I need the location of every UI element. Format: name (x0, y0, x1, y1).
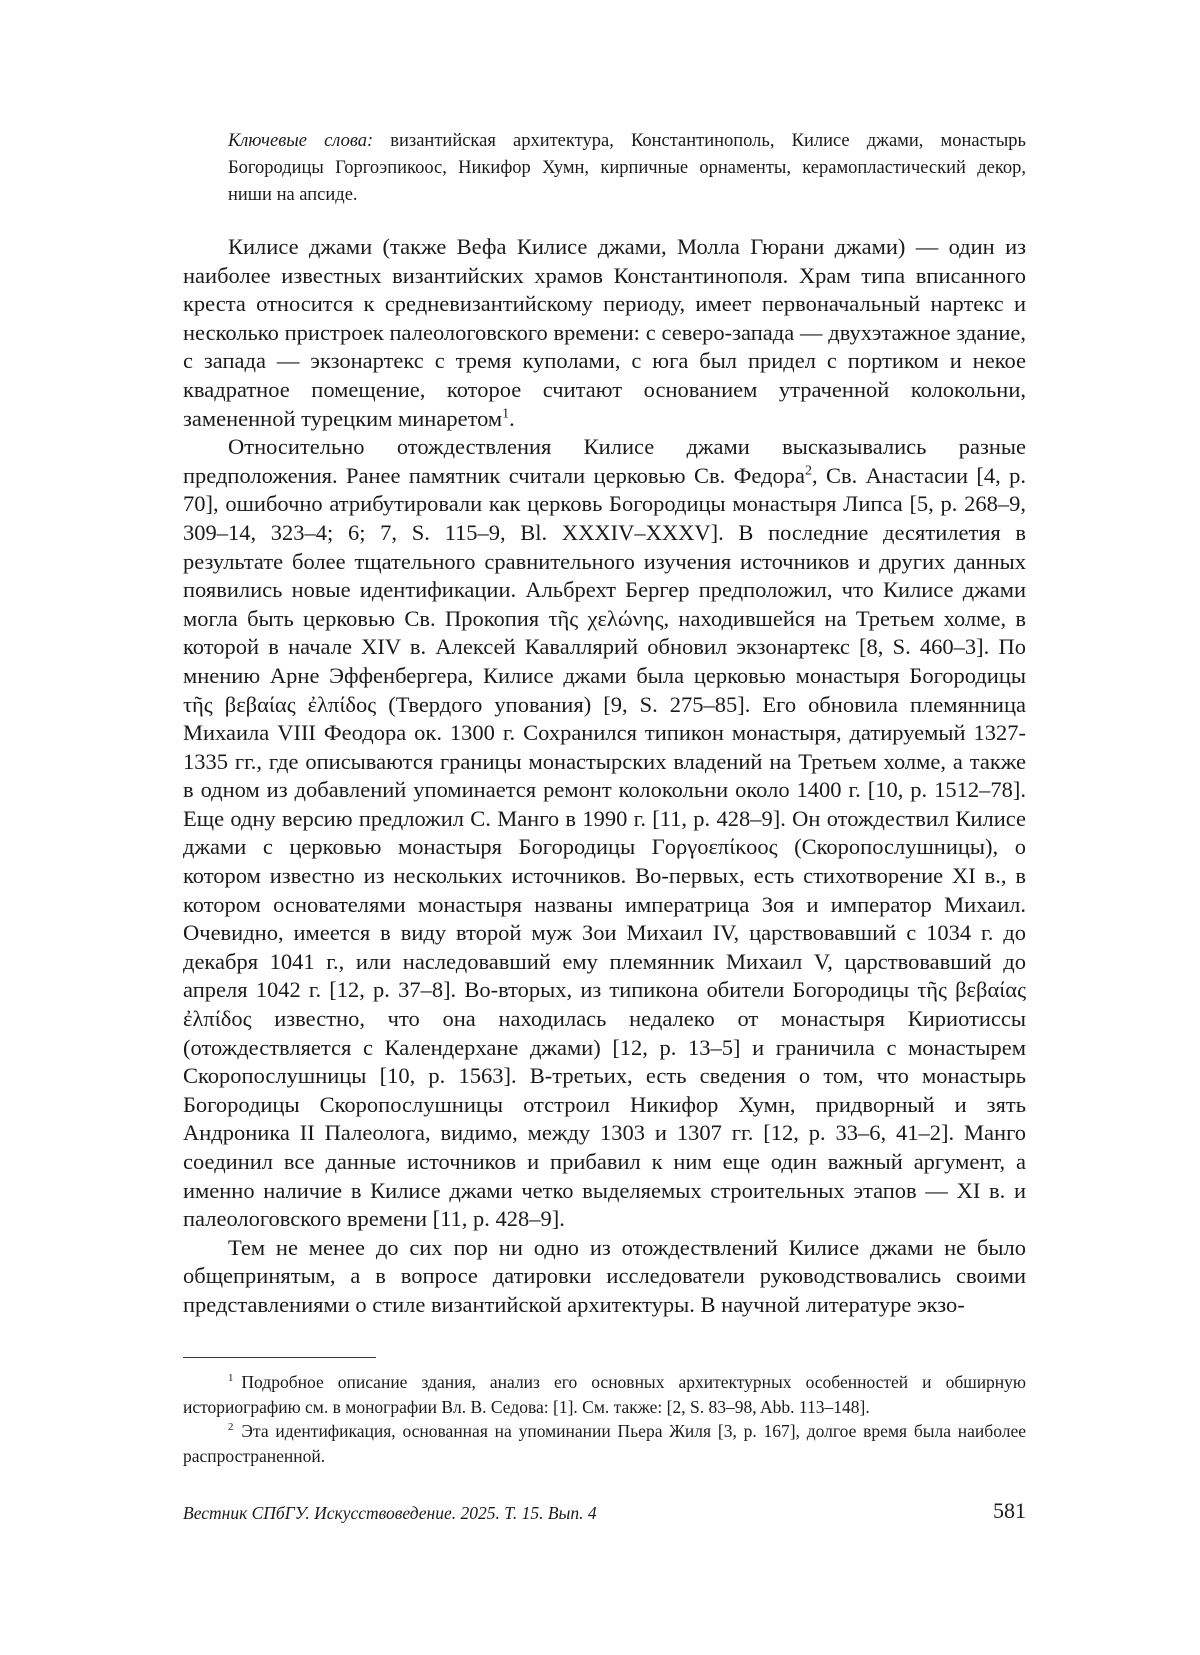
footnote-number: 2 (228, 1421, 234, 1434)
keywords-text: византийская архитектура, Константинополь, Килисе джами, монастырь Богородицы Горгоэпикоос, Никифор Хумн, кирпичные орнаменты, керамопластический декор, ниши на апсиде. (228, 131, 1026, 205)
paragraph-text: Килисе джами (также Вефа Килисе джами, Молла Гюрани джами) — один из наиболее известных византийских храмов Константинополя. Храм типа вписанного креста относится к средневизантийскому периоду, имеет первоначальный нартекс и несколько пристроек палеологовского времени: с северо-запада — двухэтажное здание, с запада — экзонартекс с тремя куполами, с юга был придел с портиком и некое квадратное помещение, которое считают основанием утраченной колокольни, замененной турецким минаретом (183, 234, 1026, 431)
footnote-text: Подробное описание здания, анализ его основных архитектурных особенностей и обширную историографию см. в монографии Вл. В. Седова: [1]. См. также: [2, S. 83–98, Abb. 113–148]. (183, 1372, 1026, 1417)
footnote (183, 1370, 1026, 1419)
footnote (183, 1419, 1026, 1468)
paragraph-text: , Св. Анастасии [4, p. 70], ошибочно атрибутировали как церковь Богородицы монастыря Липса [5, p. 268–9, 309–14, 323–4; 6; 7, S. 115–9, Bl. XXXIV–XXXV]. В последние десятилетия в результате более тщательного сравнительного изучения источников и других данных появились новые идентификации. Альбрехт Бергер предположил, что Килисе джами могла быть церковью Св. Прокопия τῆς χελώνης, находившейся на Третьем холме, в которой в начале XIV в. Алексей Каваллярий обновил экзонартекс [8, S. 460–3]. По мнению Арне Эффенбергера, Килисе джами была церковью монастыря Богородицы τῆς βεβαίας ἐλπίδος (Твердого упования) [9, S. 275–85]. Его обновила племянница Михаила VIII Феодора ок. 1300 г. Сохранился типикон монастыря, датируемый 1327-1335 гг., где описываются границы монастырских владений на Третьем холме, а также в одном из добавлений упоминается ремонт колокольни около 1400 г. [10, p. 1512–78]. Еще одну версию предложил С. Манго в 1990 г. [11, p. 428–9]. Он отождествил Килисе джами с церковью монастыря Богородицы Γοργοεπίκοος (Скоропослушницы), о котором известно из нескольких источников. Во-первых, есть стихотворение XI в., в котором основателями монастыря названы императрица Зоя и император Михаил. Очевидно, имеется в виду второй муж Зои Михаил IV, царствовавший с 1034 г. до декабря 1041 г., или наследовавший ему племянник Михаил V, царствовавший до апреля 1042 г. [12, p. 37–8]. Во-вторых, из типикона обители Богородицы τῆς βεβαίας ἐλπίδος известно, что она находилась недалеко от монастыря Кириотиссы (отождествляется с Календерхане джами) [12, p. 13–5] и граничила с монастырем Скоропослушницы [10, p. 1563]. В-третьих, есть сведения о том, что монастырь Богородицы Скоропослушницы отстроил Никифор Хумн, придворный и зять Андроника II Палеолога, видимо, между 1303 и 1307 гг. [12, p. 33–6, 41–2]. Манго соединил все данные источников и прибавил к ним еще один важный аргумент, а именно наличие в Килисе джами четко выделяемых строительных этапов — XI в. и палеологовского времени [11, p. 428–9]. (183, 462, 1026, 1232)
body-paragraph (183, 433, 1026, 1234)
footnote-number: 1 (228, 1372, 234, 1385)
footnote-text: Эта идентификация, основанная на упоминании Пьера Жиля [3, p. 167], долгое время была наиболее распространенной. (183, 1421, 1026, 1466)
paragraph-text: . (509, 405, 515, 431)
footnotes-block (183, 1370, 1026, 1468)
body-paragraph (183, 233, 1026, 433)
keywords-label: Ключевые слова: (228, 131, 374, 151)
footnote-ref[interactable]: 2 (804, 463, 812, 479)
page-number: 581 (993, 1498, 1026, 1523)
paragraph-text: Относительно отождествления Килисе джами высказывались разные предположения. Ранее памятник считали церковью Св. Федора (183, 434, 1026, 488)
journal-running-footer: Вестник СПбГУ. Искусствоведение. 2025. Т. 15. Вып. 4 (183, 1503, 597, 1523)
footnote-divider (183, 1357, 376, 1358)
footnote-ref[interactable]: 1 (502, 406, 510, 422)
article-body (183, 233, 1026, 1320)
keywords-block (228, 128, 1026, 209)
paragraph-text: Тем не менее до сих пор ни одно из отождествлений Килисе джами не было общепринятым, а в вопросе датировки исследователи руководствовались своими представлениями о стиле византийской архитектуры. В научной литературе экзо- (183, 1234, 1026, 1317)
body-paragraph (183, 1234, 1026, 1320)
